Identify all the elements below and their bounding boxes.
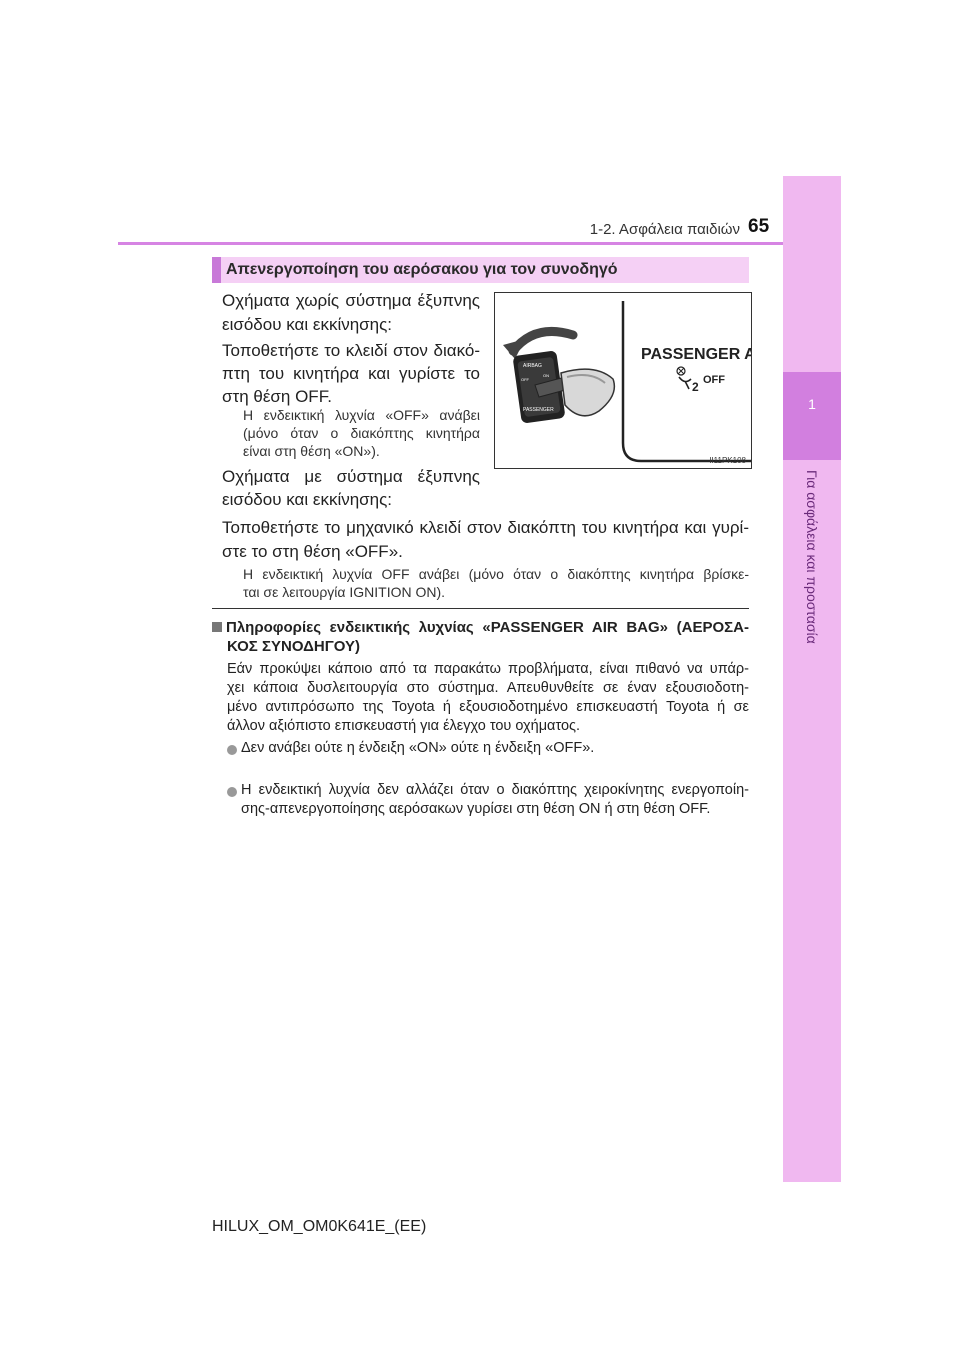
svg-text:2: 2	[692, 380, 699, 394]
chapter-heading: 1-2. Ασφάλεια παιδιών	[589, 221, 740, 238]
switch-off-label: OFF	[521, 377, 529, 382]
document-code: HILUX_OM_OM0K641E_(EE)	[212, 1218, 427, 1235]
side-tab-title: Για ασφάλεια και προστασία	[804, 470, 820, 644]
airbag-switch-illustration	[495, 293, 751, 468]
info-body-line1: Εάν προκύψει κάποιο από τα παρακάτω προβλήματα, είναι πιθανό να υπάρ-	[227, 661, 749, 677]
section-accent	[212, 257, 221, 283]
block2-heading-line1: Οχήματα με σύστημα έξυπνης	[222, 467, 480, 486]
block2-note-line1: Η ενδεικτική λυχνία OFF ανάβει (μόνο όταν ο διακόπτης κινητήρα βρίσκε-	[243, 566, 749, 582]
switch-on-label: ON	[543, 373, 549, 378]
side-tab-number: 1	[808, 396, 816, 412]
block1-step-line3: στη θέση OFF.	[222, 387, 332, 406]
block1-step-line2: πτη του κινητήρα και γυρίστε το	[222, 364, 480, 383]
block1-heading-line1: Οχήματα χωρίς σύστημα έξυπνης	[222, 291, 480, 310]
page-number: 65	[748, 216, 770, 237]
section-title: Απενεργοποίηση του αερόσακου για τον συνοδηγό	[226, 261, 618, 278]
block1-heading-line2: εισόδου και εκκίνησης:	[222, 315, 393, 334]
switch-passenger-label: PASSENGER	[523, 407, 554, 413]
bullet-dot-icon	[227, 787, 237, 797]
switch-airbag-label: AIRBAG	[523, 363, 542, 369]
figure-caption: II11PK108	[709, 456, 746, 465]
header-rule	[118, 242, 783, 245]
info-bullet2-line2: σης-απενεργοποίησης αερόσακων γυρίσει στη θέση ON ή στη θέση OFF.	[241, 801, 711, 817]
passenger-airbag-label: PASSENGER A	[641, 346, 751, 363]
info-title-line1: Πληροφορίες ενδεικτικής λυχνίας «PASSENGER AIR BAG» (ΑΕΡΟΣΑ-	[212, 618, 749, 637]
block1-note-line2: (μόνο όταν ο διακόπτης κινητήρα	[243, 425, 480, 441]
section-heading-bar	[212, 257, 749, 283]
bullet-dot-icon	[227, 745, 237, 755]
square-bullet-icon	[212, 622, 222, 632]
block2-heading-line2: εισόδου και εκκίνησης:	[222, 490, 393, 509]
info-bullet2-line1: Η ενδεικτική λυχνία δεν αλλάζει όταν ο διακόπτης χειροκίνητης ενεργοποίη-	[241, 782, 749, 798]
block1-note-line3: είναι στη θέση «ON»).	[243, 443, 380, 459]
side-tab-title-wrap	[784, 470, 840, 740]
airbag-person-icon	[679, 377, 691, 389]
info-body-line3: μένο αντιπρόσωπο της Toyota ή εξουσιοδοτημένο επισκευαστή Toyota ή σε	[227, 699, 749, 715]
block1-note-line1: Η ενδεικτική λυχνία «OFF» ανάβει	[243, 407, 480, 423]
info-bullet1: Δεν ανάβει ούτε η ένδειξη «ON» ούτε η ένδειξη «OFF».	[241, 740, 595, 756]
indicator-off-label: OFF	[703, 374, 725, 386]
block2-step-line2: στε το στη θέση «OFF».	[222, 542, 403, 561]
info-title-line2: ΚΟΣ ΣΥΝΟΔΗΓΟΥ)	[227, 638, 360, 655]
block2-step-line1: Τοποθετήστε το μηχανικό κλειδί στον διακόπτη του κινητήρα και γυρί-	[222, 518, 749, 537]
block2-note-line2: ται σε λειτουργία IGNITION ON).	[243, 584, 446, 600]
info-body-line4: άλλον αξιόπιστο επισκευαστή για έλεγχο του οχήματος.	[227, 718, 581, 734]
info-body-line2: χει κάποια δυσλειτουργία στο σύστημα. Απευθυνθείτε σε έναν εξουσιοδοτη-	[227, 680, 749, 696]
side-tab-chapter-marker	[783, 372, 841, 460]
airbag-switch-figure	[494, 292, 752, 469]
block1-step-line1: Τοποθετήστε το κλειδί στον διακό-	[222, 341, 480, 360]
section-divider	[212, 608, 749, 609]
